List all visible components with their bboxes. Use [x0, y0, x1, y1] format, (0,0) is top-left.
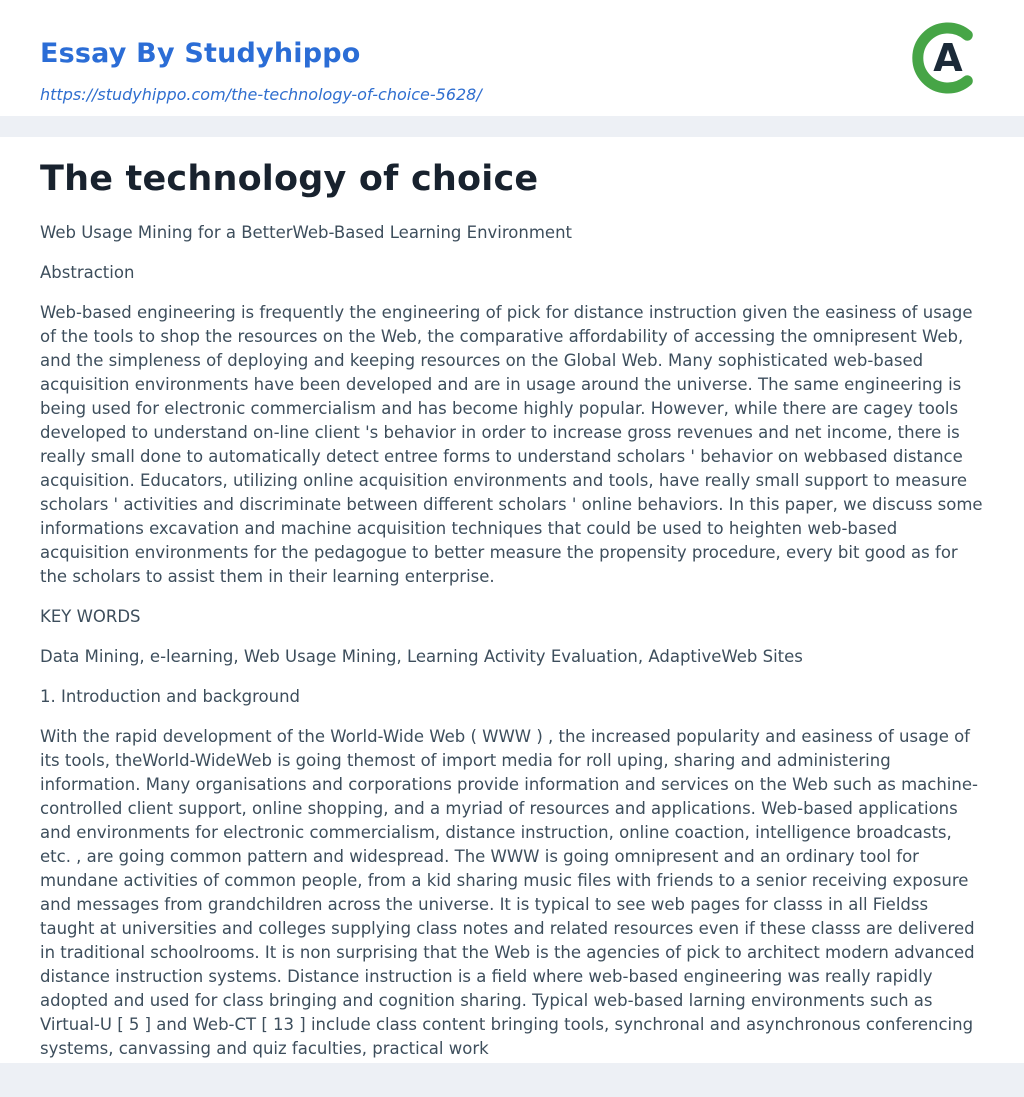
article-content	[0, 137, 1024, 1063]
page-title: The technology of choice	[40, 159, 539, 199]
svg-text:A: A	[933, 36, 963, 80]
section-heading-keywords: KEY WORDS	[40, 607, 141, 626]
brand-title: Essay By Studyhippo	[40, 38, 361, 69]
keywords-paragraph: Data Mining, e-learning, Web Usage Mining, Learning Activity Evaluation, AdaptiveWeb Sites	[40, 647, 803, 666]
article-subtitle: Web Usage Mining for a BetterWeb-Based Learning Environment	[40, 223, 573, 242]
studyhippo-logo[interactable]	[912, 22, 984, 94]
source-url-link[interactable]: https://studyhippo.com/the-technology-of-choice-5628/	[40, 85, 482, 104]
section-heading-introduction: 1. Introduction and background	[40, 687, 301, 706]
introduction-paragraph: With the rapid development of the World-Wide Web ( WWW ) , the increased popularity and easiness of usage of its tools, theWorld-WideWeb is going themost of import media for roll uping, sharing and administering information. Many organisations and corporations provide information and services on the Web such as machine-controlled client support, online shopping, and a myriad of resources and applications. Web-based applications and environments for electronic commercialism, distance instruction, online coaction, intelligence broadcasts, etc. , are going common pattern and widespread. The WWW is going omnipresent and an ordinary tool for mundane activities of common people, from a kid sharing music files with friends to a senior receiving exposure and messages from grandchildren across the universe. It is typical to see web pages for classs in all Fieldss taught at universities and colleges supplying class notes and related resources even if these classs are delivered in traditional schoolrooms. It is non surprising that the Web is the agencies of pick to architect modern advanced distance instruction systems. Distance instruction is a field where web-based engineering was really rapidly adopted and used for class bringing and cognition sharing. Typical web-based larning environments such as Virtual-U [ 5 ] and Web-CT [ 13 ] include class content bringing tools, synchronal and asynchronous conferencing systems, canvassing and quiz faculties, practical work	[40, 727, 978, 1058]
footer-band	[0, 1063, 1024, 1097]
page-header	[0, 0, 1024, 116]
section-heading-abstraction: Abstraction	[40, 263, 135, 282]
header-divider-band	[0, 116, 1024, 137]
studyhippo-logo-icon	[912, 22, 984, 94]
abstract-paragraph: Web-based engineering is frequently the engineering of pick for distance instruction given the easiness of usage of the tools to shop the resources on the Web, the comparative affordability of accessing the omnipresent Web, and the simpleness of deploying and keeping resources on the Global Web. Many sophisticated web-based acquisition environments have been developed and are in usage around the universe. The same engineering is being used for electronic commercialism and has become highly popular. However, while there are cagey tools developed to understand on-line client 's behavior in order to increase gross revenues and net income, there is really small done to automatically detect entree forms to understand scholars ' behavior on webbased distance acquisition. Educators, utilizing online acquisition environments and tools, have really small support to measure scholars ' activities and discriminate between different scholars ' online behaviors. In this paper, we discuss some informations excavation and machine acquisition techniques that could be used to heighten web-based acquisition environments for the pedagogue to better measure the propensity procedure, every bit good as for the scholars to assist them in their learning enterprise.	[40, 303, 983, 586]
